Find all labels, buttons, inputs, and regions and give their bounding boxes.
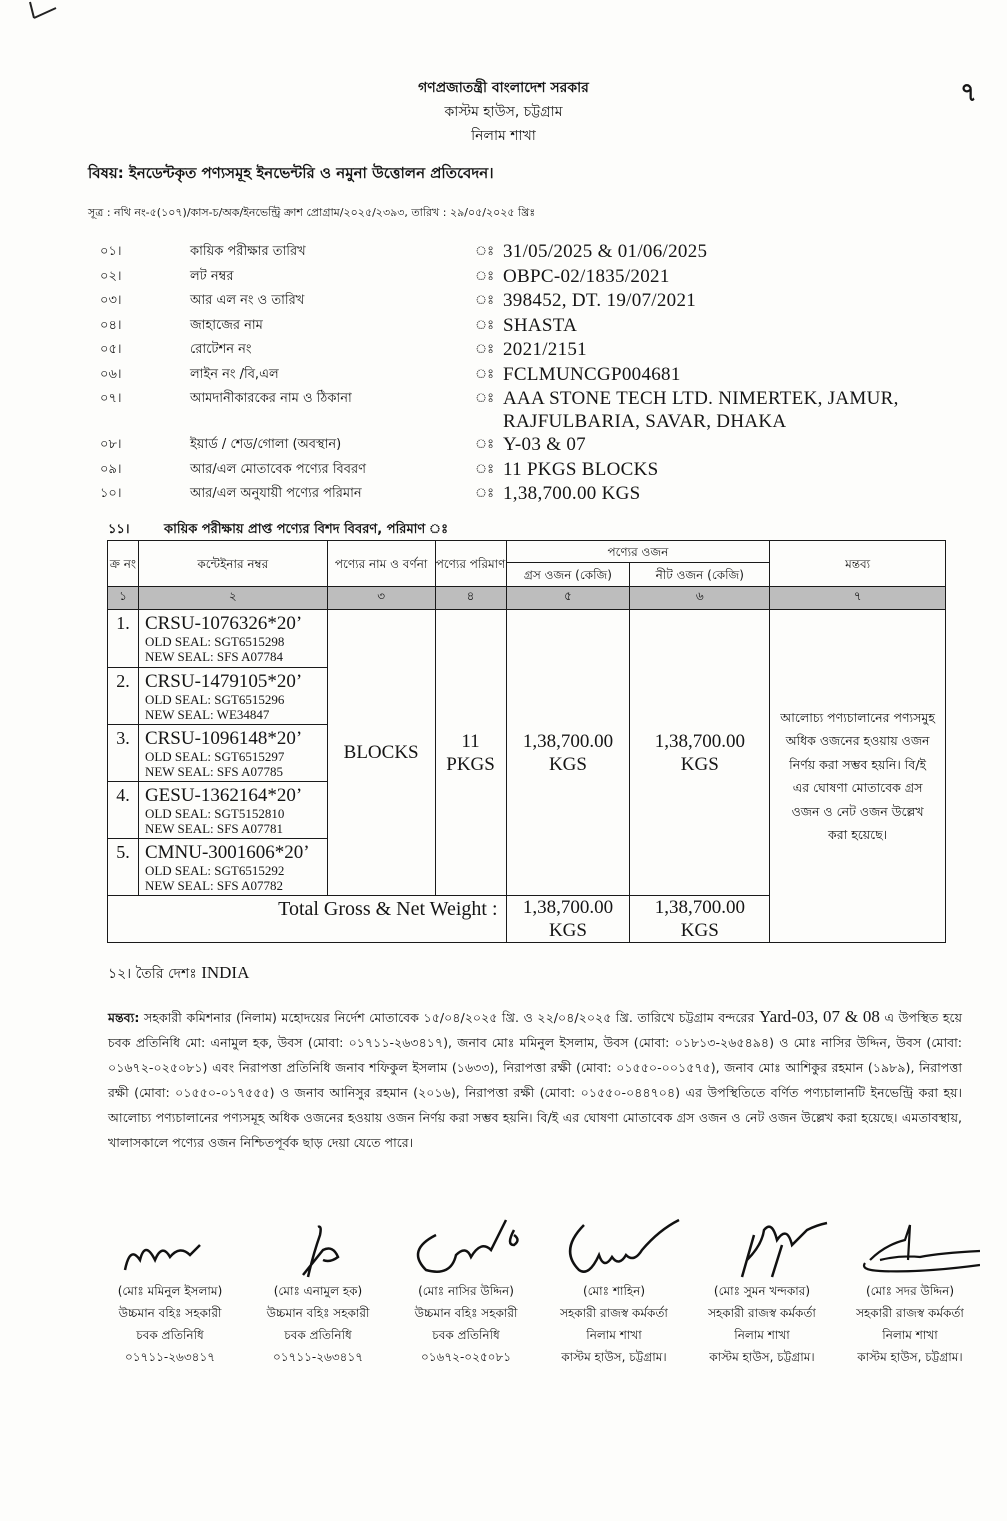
signatory-contact: কাস্টম হাউস, চট্টগ্রাম। (709, 1350, 815, 1364)
signatory-designation: উচ্চমান বহিঃ সহকারী (118, 1306, 222, 1320)
gross-weight-cell (506, 610, 630, 896)
column-index: ৪ (435, 587, 506, 610)
signatory-name: (মোঃ শাহিন) (582, 1284, 646, 1298)
pen-mark-icon (20, 0, 60, 30)
comment-paragraph (108, 1004, 962, 1155)
row-sl: 5. (108, 839, 139, 896)
new-seal: NEW SEAL: SFS A07785 (144, 763, 284, 779)
total-gross-cell (506, 896, 630, 943)
info-row (100, 458, 900, 483)
info-row (100, 482, 900, 507)
row-sl: 1. (108, 610, 139, 668)
signatory-contact: ০১৬৭২-০২৫০৮১ (420, 1350, 512, 1364)
total-gross: 1,38,700.00 (522, 897, 614, 918)
total-label: Total Gross & Net Weight : (108, 896, 507, 943)
old-seal: OLD SEAL: SGT6515297 (144, 748, 285, 764)
signature-icon (248, 1215, 388, 1280)
signature-block (544, 1215, 684, 1368)
header-sl: ক্র নং (108, 541, 139, 587)
header-office: কাস্টম হাউস, চট্টগ্রাম (444, 104, 563, 120)
row-sl: 4. (108, 782, 139, 839)
new-seal: NEW SEAL: SFS A07782 (144, 877, 284, 893)
column-index: ৫ (506, 587, 630, 610)
new-seal: NEW SEAL: SFS A07784 (144, 649, 284, 664)
header-net: নীট ওজন (কেজি) (630, 563, 770, 587)
info-label: আর/এল অনুযায়ী পণ্যের পরিমান (190, 486, 362, 501)
column-index: ৩ (327, 587, 435, 610)
signatory-name: (মোঃ নাসির উদ্দিন) (418, 1284, 514, 1298)
container-cell (138, 839, 327, 896)
signature-block (692, 1215, 832, 1368)
net-weight-value: 1,38,700.00 (654, 730, 745, 752)
info-value: FCLMUNCGP004681 (503, 363, 681, 385)
info-value: Y-03 & 07 (503, 434, 586, 455)
container-cell (138, 610, 327, 668)
signatory-office: চবক প্রতিনিধি (432, 1328, 500, 1342)
container-id: CRSU-1479105*20’ (144, 670, 303, 692)
origin-value: INDIA (201, 963, 250, 982)
info-row (100, 363, 900, 388)
column-index: ৬ (630, 587, 770, 610)
total-gross-unit: KGS (548, 920, 587, 941)
signatory-contact: ০১৭১১-২৬৩৪১৭ (272, 1350, 364, 1364)
goods-table (107, 540, 946, 943)
info-list (100, 240, 900, 507)
comment-yard: Yard-03, 07 & 08 (759, 1007, 880, 1026)
signature-icon (840, 1215, 980, 1280)
info-row (100, 338, 900, 363)
container-cell (138, 725, 327, 782)
signature-block (396, 1215, 536, 1368)
net-weight-unit: KGS (680, 753, 719, 775)
info-value: 1,38,700.00 KGS (503, 483, 641, 504)
info-value: SHASTA (503, 314, 578, 336)
info-colon: ঃ (475, 293, 495, 308)
quantity-unit: PKGS (446, 753, 495, 775)
info-label: আমদানীকারকের নাম ও ঠিকানা (190, 391, 352, 406)
signatory-designation: সহকারী রাজস্ব কর্মকর্তা (560, 1306, 668, 1320)
header-weight-group: পণ্যের ওজন (506, 541, 770, 563)
info-colon: ঃ (475, 437, 495, 452)
signature-block (840, 1215, 980, 1368)
info-row (100, 240, 900, 265)
info-colon: ঃ (475, 486, 495, 501)
info-label: আর/এল মোতাবেক পণ্যের বিবরণ (190, 461, 367, 477)
signatory-office: নিলাম শাখা (882, 1328, 938, 1342)
total-net-unit: KGS (680, 920, 719, 941)
info-num: ০৯। (100, 461, 122, 477)
signatory-name: (মোঃ সুমন খন্দকার) (713, 1284, 811, 1298)
info-label: আর এল নং ও তারিখ (190, 293, 305, 308)
signature-block (100, 1215, 240, 1368)
comment-prefix: মন্তব্য: (108, 1010, 140, 1025)
signatures (100, 1215, 980, 1368)
old-seal: OLD SEAL: SGT6515292 (144, 862, 285, 878)
goods-name-cell: BLOCKS (327, 610, 435, 896)
signatory-office: নিলাম শাখা (586, 1328, 642, 1342)
header-container: কন্টেইনার নম্বর (138, 541, 327, 587)
signatory-office: চবক প্রতিনিধি (284, 1328, 352, 1342)
container-cell (138, 668, 327, 725)
header-goods-name: পণ্যের নাম ও বর্ণনা (327, 541, 435, 587)
info-label: ইয়ার্ড / শেড/গোলা (অবস্থান) (190, 437, 342, 452)
container-cell (138, 782, 327, 839)
info-row (100, 433, 900, 458)
info-num: ০৪। (100, 317, 122, 333)
old-seal: OLD SEAL: SGT6515298 (144, 634, 285, 649)
info-colon: ঃ (475, 244, 495, 259)
info-label: জাহাজের নাম (190, 317, 263, 333)
remarks-cell: আলোচ্য পণ্যচালানের পণ্যসমুহ অধিক ওজনের হওয়ায় ওজন নির্ণয় করা সম্ভব হয়নি। বি/ই এর ঘোষণা মোতাবেক গ্রস ওজন ও নেট ওজন উল্লেখ করা হয়েছে। (770, 610, 946, 943)
page-number: ৭ (960, 78, 977, 108)
quantity-cell (435, 610, 506, 896)
section-11-heading (108, 520, 448, 541)
reference-line: সূত্র : নথি নং-৫(১০৭)/কাস-চ/অক/ইনভেন্ট্রি ক্রাশ প্রোগ্রাম/২০২৫/২৩৯৩, তারিখ : ২৯/০৫/২০২৫ খ্রিঃ (88, 206, 536, 219)
info-colon: ঃ (475, 366, 495, 382)
old-seal: OLD SEAL: SGT5152810 (144, 805, 285, 821)
header-remarks: মন্তব্য (770, 541, 946, 587)
info-label: লট নম্বর (190, 268, 234, 284)
gross-weight-value: 1,38,700.00 (522, 730, 614, 752)
info-row (100, 314, 900, 339)
signatory-contact: কাস্টম হাউস, চট্টগ্রাম। (857, 1350, 963, 1364)
signatory-name: (মোঃ মমিনুল ইসলাম) (117, 1284, 223, 1298)
signature-icon (544, 1215, 684, 1280)
signatory-contact: ০১৭১১-২৬৩৪১৭ (124, 1350, 216, 1364)
document-header (0, 76, 1007, 148)
column-index: ৭ (770, 587, 946, 610)
info-value: 2021/2151 (503, 339, 587, 360)
info-colon: ঃ (475, 317, 495, 333)
section-11-title: কায়িক পরীক্ষায় প্রাপ্ত পণ্যের বিশদ বিবরণ, পরিমাণ ঃ (164, 522, 448, 537)
signatory-name: (মোঃ এনামুল হক) (273, 1284, 363, 1298)
info-value: 398452, DT. 19/07/2021 (503, 290, 697, 311)
info-num: ১০। (100, 486, 122, 501)
container-id: CMNU-3001606*20’ (144, 841, 310, 863)
signatory-designation: উচ্চমান বহিঃ সহকারী (414, 1306, 518, 1320)
column-index: ২ (138, 587, 327, 610)
signature-icon (396, 1215, 536, 1280)
info-value (503, 387, 899, 433)
info-num: ০২। (100, 268, 122, 284)
signature-block (248, 1215, 388, 1368)
importer-line-2: RAJFULBARIA, SAVAR, DHAKA (503, 411, 787, 432)
info-num: ০৭। (100, 391, 122, 406)
info-num: ০৩। (100, 293, 122, 308)
importer-line-1: AAA STONE TECH LTD. NIMERTEK, JAMUR, (503, 388, 899, 409)
signatory-designation: সহকারী রাজস্ব কর্মকর্তা (856, 1306, 964, 1320)
info-value: OBPC-02/1835/2021 (503, 265, 670, 287)
signatory-designation: সহকারী রাজস্ব কর্মকর্তা (708, 1306, 816, 1320)
signatory-contact: কাস্টম হাউস, চট্টগ্রাম। (561, 1350, 667, 1364)
signatory-name: (মোঃ সদর উদ্দিন) (865, 1284, 955, 1298)
total-net-cell (630, 896, 770, 943)
comment-part1: সহকারী কমিশনার (নিলাম) মহোদয়ের নির্দেশ মোতাবেক ১৫/০৪/২০২৫ খ্রি. ও ২২/০৪/২০২৫ খ্রি. তারিখে চট্টগ্রাম বন্দরের (143, 1010, 755, 1025)
container-id: GESU-1362164*20’ (144, 784, 303, 806)
info-colon: ঃ (475, 268, 495, 284)
signatory-designation: উচ্চমান বহিঃ সহকারী (266, 1306, 370, 1320)
gross-weight-unit: KGS (548, 753, 587, 775)
info-num: ০১। (100, 244, 122, 259)
signatory-office: চবক প্রতিনিধি (136, 1328, 204, 1342)
table-row (108, 610, 946, 668)
header-gross: গ্রস ওজন (কেজি) (506, 563, 630, 587)
info-row (100, 387, 900, 433)
header-government: গণপ্রজাতন্ত্রী বাংলাদেশ সরকার (418, 80, 589, 96)
header-quantity: পণ্যের পরিমাণ (435, 541, 506, 587)
subject-line: বিষয়: ইনডেন্টকৃত পণ্যসমূহ ইনভেন্টরি ও নমুনা উত্তোলন প্রতিবেদন। (88, 164, 494, 182)
origin-label: ১২। তৈরি দেশঃ (108, 966, 197, 982)
info-num: ০৬। (100, 366, 122, 382)
info-label: লাইন নং /বি,এল (190, 366, 279, 382)
column-index-row (108, 587, 946, 610)
section-11-num: ১১। (108, 522, 130, 537)
info-label: রোটেশন নং (190, 342, 252, 357)
info-row (100, 265, 900, 290)
container-id: CRSU-1096148*20’ (144, 727, 303, 749)
comment-part2: এ উপস্থিত হয়ে চবক প্রতিনিধি মো: এনামুল হক, উবস (মোবা: ০১৭১১-২৬৩৪১৭), জনাব মোঃ মমিনুল ইসলাম, উবস (মোবা: ০১৮১৩-২৬৫৪৯৪) ও মোঃ নাসির উদ্দিন, উবস (মোবা: ০১৬৭২-০২৫০৮১) এবং নিরাপত্তা প্রতিনিধি জনাব শফিকুল ইসলাম (১৬৩৩), নিরাপত্তা রক্ষী (মোবা: ০১৫৫০-০০১৫৭৫), জনাব মোঃ আশিকুর রহমান (১৯৮৯), নিরাপত্তা রক্ষী (মোবা: ০১৫৫০-০১৭৫৫৫) ও জনাব আনিসুর রহমান (২০১৬), নিরাপত্তা রক্ষী (মোবা: ০১৫৫০-০৪৪৭০৪) এর উপস্থিতিতে বর্ণিত পণ্যচালানটি ইনভেন্ট্রি করা হয়। আলোচ্য পণ্যচালানের পণ্যসমূহ অধিক ওজনের হওয়ায় ওজন নির্ণয় করা সম্ভব হয়নি। বি/ই এর ঘোষণা মোতাবেক গ্রস ওজন ও নেট ওজন উল্লেখ করা হয়েছে। এমতাবস্থায়, খালাসকালে পণ্যের ওজন নিশ্চিতপূর্বক ছাড় দেয়া যেতে পারে। (108, 1010, 962, 1150)
info-label: কায়িক পরীক্ষার তারিখ (190, 244, 306, 259)
signatory-office: নিলাম শাখা (734, 1328, 790, 1342)
info-row (100, 289, 900, 314)
new-seal: NEW SEAL: WE34847 (144, 706, 270, 722)
origin-country (108, 962, 249, 986)
info-colon: ঃ (475, 342, 495, 357)
info-num: ০৫। (100, 342, 122, 357)
info-colon: ঃ (475, 391, 495, 406)
signature-icon (100, 1215, 240, 1280)
row-sl: 3. (108, 725, 139, 782)
quantity-value: 11 (461, 730, 480, 752)
total-net: 1,38,700.00 (654, 897, 745, 918)
info-colon: ঃ (475, 461, 495, 477)
info-value: 31/05/2025 & 01/06/2025 (503, 241, 708, 262)
info-num: ০৮। (100, 437, 122, 452)
column-index: ১ (108, 587, 139, 610)
old-seal: OLD SEAL: SGT6515296 (144, 691, 285, 707)
container-id: CRSU-1076326*20’ (144, 613, 303, 634)
signature-icon (692, 1215, 832, 1280)
net-weight-cell (630, 610, 770, 896)
info-value: 11 PKGS BLOCKS (503, 458, 659, 480)
row-sl: 2. (108, 668, 139, 725)
new-seal: NEW SEAL: SFS A07781 (144, 820, 284, 836)
header-section: নিলাম শাখা (471, 128, 536, 144)
